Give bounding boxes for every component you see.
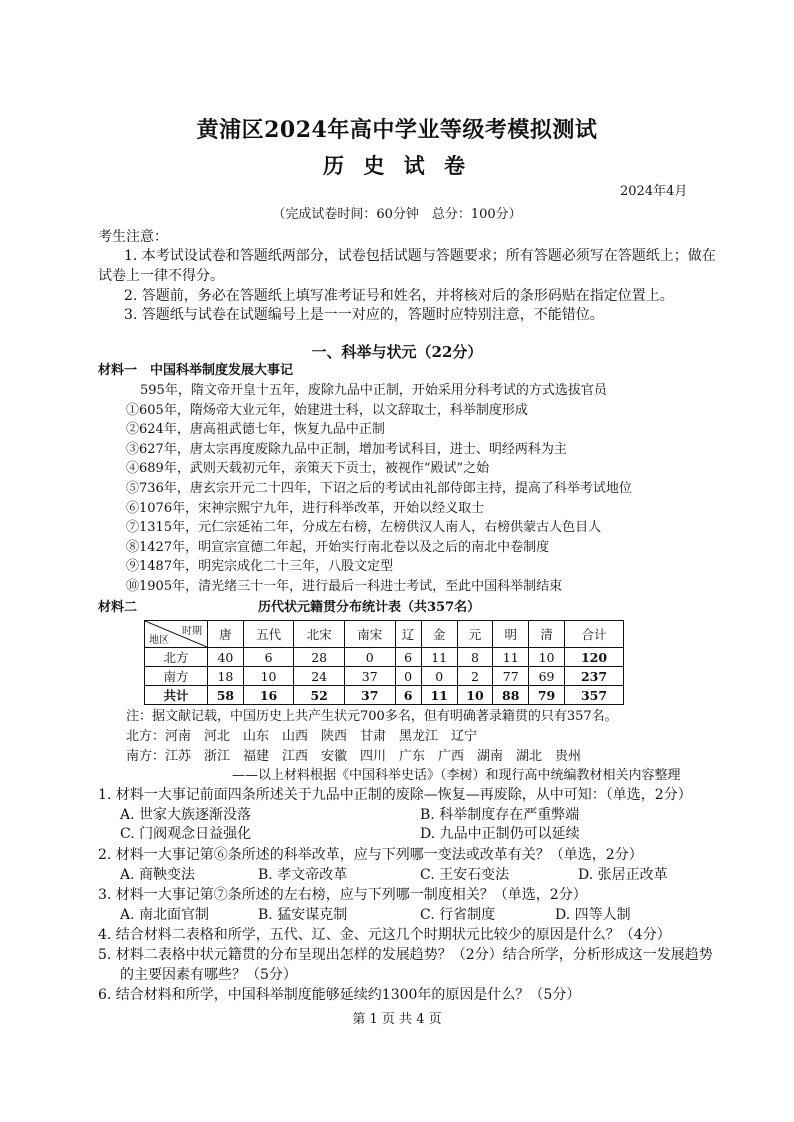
question-3: 3. 材料一大事记第⑦条所述的左右榜，应与下列哪一制度相关？（单选，2分） (98, 887, 587, 903)
exam-time-info: （完成试卷时间：60分钟 总分：100分） (272, 207, 522, 222)
table-row (145, 648, 624, 667)
option-c: C. 行省制度 (420, 907, 496, 923)
question-1: 1. 材料一大事记前面四条所述关于九品中正制的废除—恢复—再废除，从中可知：（单选，2分） (98, 787, 692, 803)
question-5: 5. 材料二表格中状元籍贯的分布呈现出怎样的发展趋势？（2分）结合所学，分析形成这一发展趋势 (98, 947, 713, 963)
option-d: D. 张居正改革 (578, 867, 668, 883)
material-source: ——以上材料根据《中国科举史话》（李树）和现行高中统编教材相关内容整理 (232, 768, 681, 783)
column-header: 南宋 (344, 621, 395, 648)
column-header: 金 (421, 621, 457, 648)
question-1-options (0, 806, 794, 826)
table-title: 历代状元籍贯分布统计表（共357名） (258, 600, 481, 615)
option-d: D. 九品中正制仍可以延续 (420, 826, 580, 842)
column-header: 辽 (395, 621, 421, 648)
event-item: ⑥1076年，宋神宗熙宁九年，进行科举改革，开始以经义取士 (126, 500, 485, 516)
material1-label: 材料一 中国科举制度发展大事记 (98, 363, 294, 378)
column-header: 元 (457, 621, 493, 648)
notice-item-1: 1. 本考试设试卷和答题纸两部分，试卷包括试题与答题要求；所有答题必须写在答题纸上；做在 (124, 248, 716, 264)
table-cell: 6 (395, 648, 421, 667)
event-item: ⑧1427年，明宣宗宣德二年起，开始实行南北卷以及之后的南北中卷制度 (126, 539, 550, 555)
table-cell-total: 120 (565, 648, 624, 667)
table-cell: 52 (294, 686, 345, 705)
column-header: 明 (493, 621, 529, 648)
table-cell: 10 (529, 648, 565, 667)
question-1-options-2 (0, 825, 794, 845)
event-item: ⑨1487年，明宪宗成化二十三年，八股文定型 (126, 559, 394, 575)
table-cell: 37 (344, 686, 395, 705)
table-cell-total: 357 (565, 686, 624, 705)
notice-item-1-cont: 试卷上一律不得分。 (98, 268, 224, 284)
events-list (126, 381, 632, 597)
table-cell: 58 (208, 686, 244, 705)
event-item: ②624年，唐高祖武德七年，恢复九品中正制 (126, 422, 385, 438)
table-cell: 28 (294, 648, 345, 667)
table-header-row (145, 621, 624, 648)
question-6: 6. 结合材料和所学，中国科举制度能够延续约1300年的原因是什么？（5分） (98, 987, 581, 1003)
table-cell: 8 (457, 648, 493, 667)
option-a: A. 南北面官制 (120, 907, 210, 923)
exam-date: 2024年4月 (620, 184, 688, 199)
table-cell: 6 (243, 648, 294, 667)
option-b: B. 猛安谋克制 (258, 907, 348, 923)
notice-item-2: 2. 答题前，务必在答题纸上填写准考证号和姓名，并将核对后的条形码贴在指定位置上。 (124, 288, 674, 304)
question-2: 2. 材料一大事记第⑥条所述的科举改革，应与下列哪一变法或改革有关？（单选，2分） (98, 847, 643, 863)
table-cell: 40 (208, 648, 244, 667)
option-a: A. 商鞅变法 (120, 867, 196, 883)
column-header: 清 (529, 621, 565, 648)
column-header: 唐 (208, 621, 244, 648)
table-cell: 0 (395, 667, 421, 686)
column-header: 北宋 (294, 621, 345, 648)
table-cell: 10 (457, 686, 493, 705)
option-b: B. 孝文帝改革 (258, 867, 348, 883)
page-number: 第 1 页 共 4 页 (352, 1012, 442, 1027)
table-cell: 18 (208, 667, 244, 686)
question-3-options (0, 906, 794, 926)
option-c: C. 王安石变法 (420, 867, 510, 883)
north-provinces: 北方：河南 河北 山东 山西 陕西 甘肃 黑龙江 辽宁 (126, 729, 478, 744)
question-4: 4. 结合材料二表格和所学，五代、辽、金、元这几个时期状元比较少的原因是什么？（4分） (98, 927, 671, 943)
exam-subtitle: 历 史 试 卷 (323, 153, 471, 178)
exam-title: 黄浦区2024年高中学业等级考模拟测试 (196, 117, 598, 143)
option-c: C. 门阀观念日益强化 (120, 826, 252, 842)
table-cell: 24 (294, 667, 345, 686)
event-item: 595年，隋文帝开皇十五年，废除九品中正制，开始采用分科考试的方式选拔官员 (140, 383, 607, 398)
table-cell: 77 (493, 667, 529, 686)
table-cell: 79 (529, 686, 565, 705)
event-item: ①605年，隋炀帝大业元年，始建进士科，以文辞取士，科举制度形成 (126, 402, 528, 418)
row-label: 北方 (145, 648, 208, 667)
question-5-cont: 的主要因素有哪些？（5分） (120, 967, 297, 983)
table-cell: 88 (493, 686, 529, 705)
table-cell: 69 (529, 667, 565, 686)
table-cell: 0 (421, 667, 457, 686)
event-item: ⑦1315年，元仁宗延祐二年，分成左右榜，左榜供汉人南人，右榜供蒙古人色目人 (126, 520, 602, 536)
table-cell: 16 (243, 686, 294, 705)
row-label: 南方 (145, 667, 208, 686)
row-label: 共计 (145, 686, 208, 705)
event-item: ⑤736年，唐玄宗开元二十四年，下诏之后的考试由礼部侍郎主持，提高了科举考试地位 (126, 480, 632, 496)
table-cell: 37 (344, 667, 395, 686)
table-row (145, 667, 624, 686)
section-heading: 一、科举与状元（22分） (311, 343, 483, 361)
notice-item-3: 3. 答题纸与试卷在试题编号上是一一对应的，答题时应特别注意，不能错位。 (124, 307, 604, 323)
table-cell: 10 (243, 667, 294, 686)
option-a: A. 世家大族逐渐没落 (120, 807, 252, 823)
table-cell: 2 (457, 667, 493, 686)
table-cell: 0 (344, 648, 395, 667)
table-row-total (145, 686, 624, 705)
table-cell: 11 (493, 648, 529, 667)
notice-heading: 考生注意： (98, 229, 168, 245)
corner-region-label: 地区 (149, 635, 169, 646)
material2-label: 材料二 (98, 600, 138, 615)
south-provinces: 南方：江苏 浙江 福建 江西 安徽 四川 广东 广西 湖南 湖北 贵州 (126, 749, 582, 764)
column-header: 五代 (243, 621, 294, 648)
table-cell: 11 (421, 648, 457, 667)
table-cell-total: 237 (565, 667, 624, 686)
option-d: D. 四等人制 (555, 907, 631, 923)
corner-period-label: 时期 (182, 626, 202, 637)
table-cell: 11 (421, 686, 457, 705)
event-item: ③627年，唐太宗再度废除九品中正制，增加考试科目，进士、明经两科为主 (126, 441, 567, 457)
table-note: 注：据文献记载，中国历史上共产生状元700多名，但有明确著录籍贯的只有357名。 (126, 709, 618, 724)
column-header: 合计 (565, 621, 624, 648)
table-corner-cell (145, 621, 208, 648)
event-item: ⑩1905年，清光绪三十一年，进行最后一科进士考试，至此中国科举制结束 (126, 578, 563, 594)
status-table (144, 620, 624, 705)
table-cell: 6 (395, 686, 421, 705)
option-b: B. 科举制度存在严重弊端 (420, 807, 580, 823)
question-2-options (0, 866, 794, 886)
event-item: ④689年，武则天载初元年，亲策天下贡士，被视作“殿试”之始 (126, 461, 490, 477)
